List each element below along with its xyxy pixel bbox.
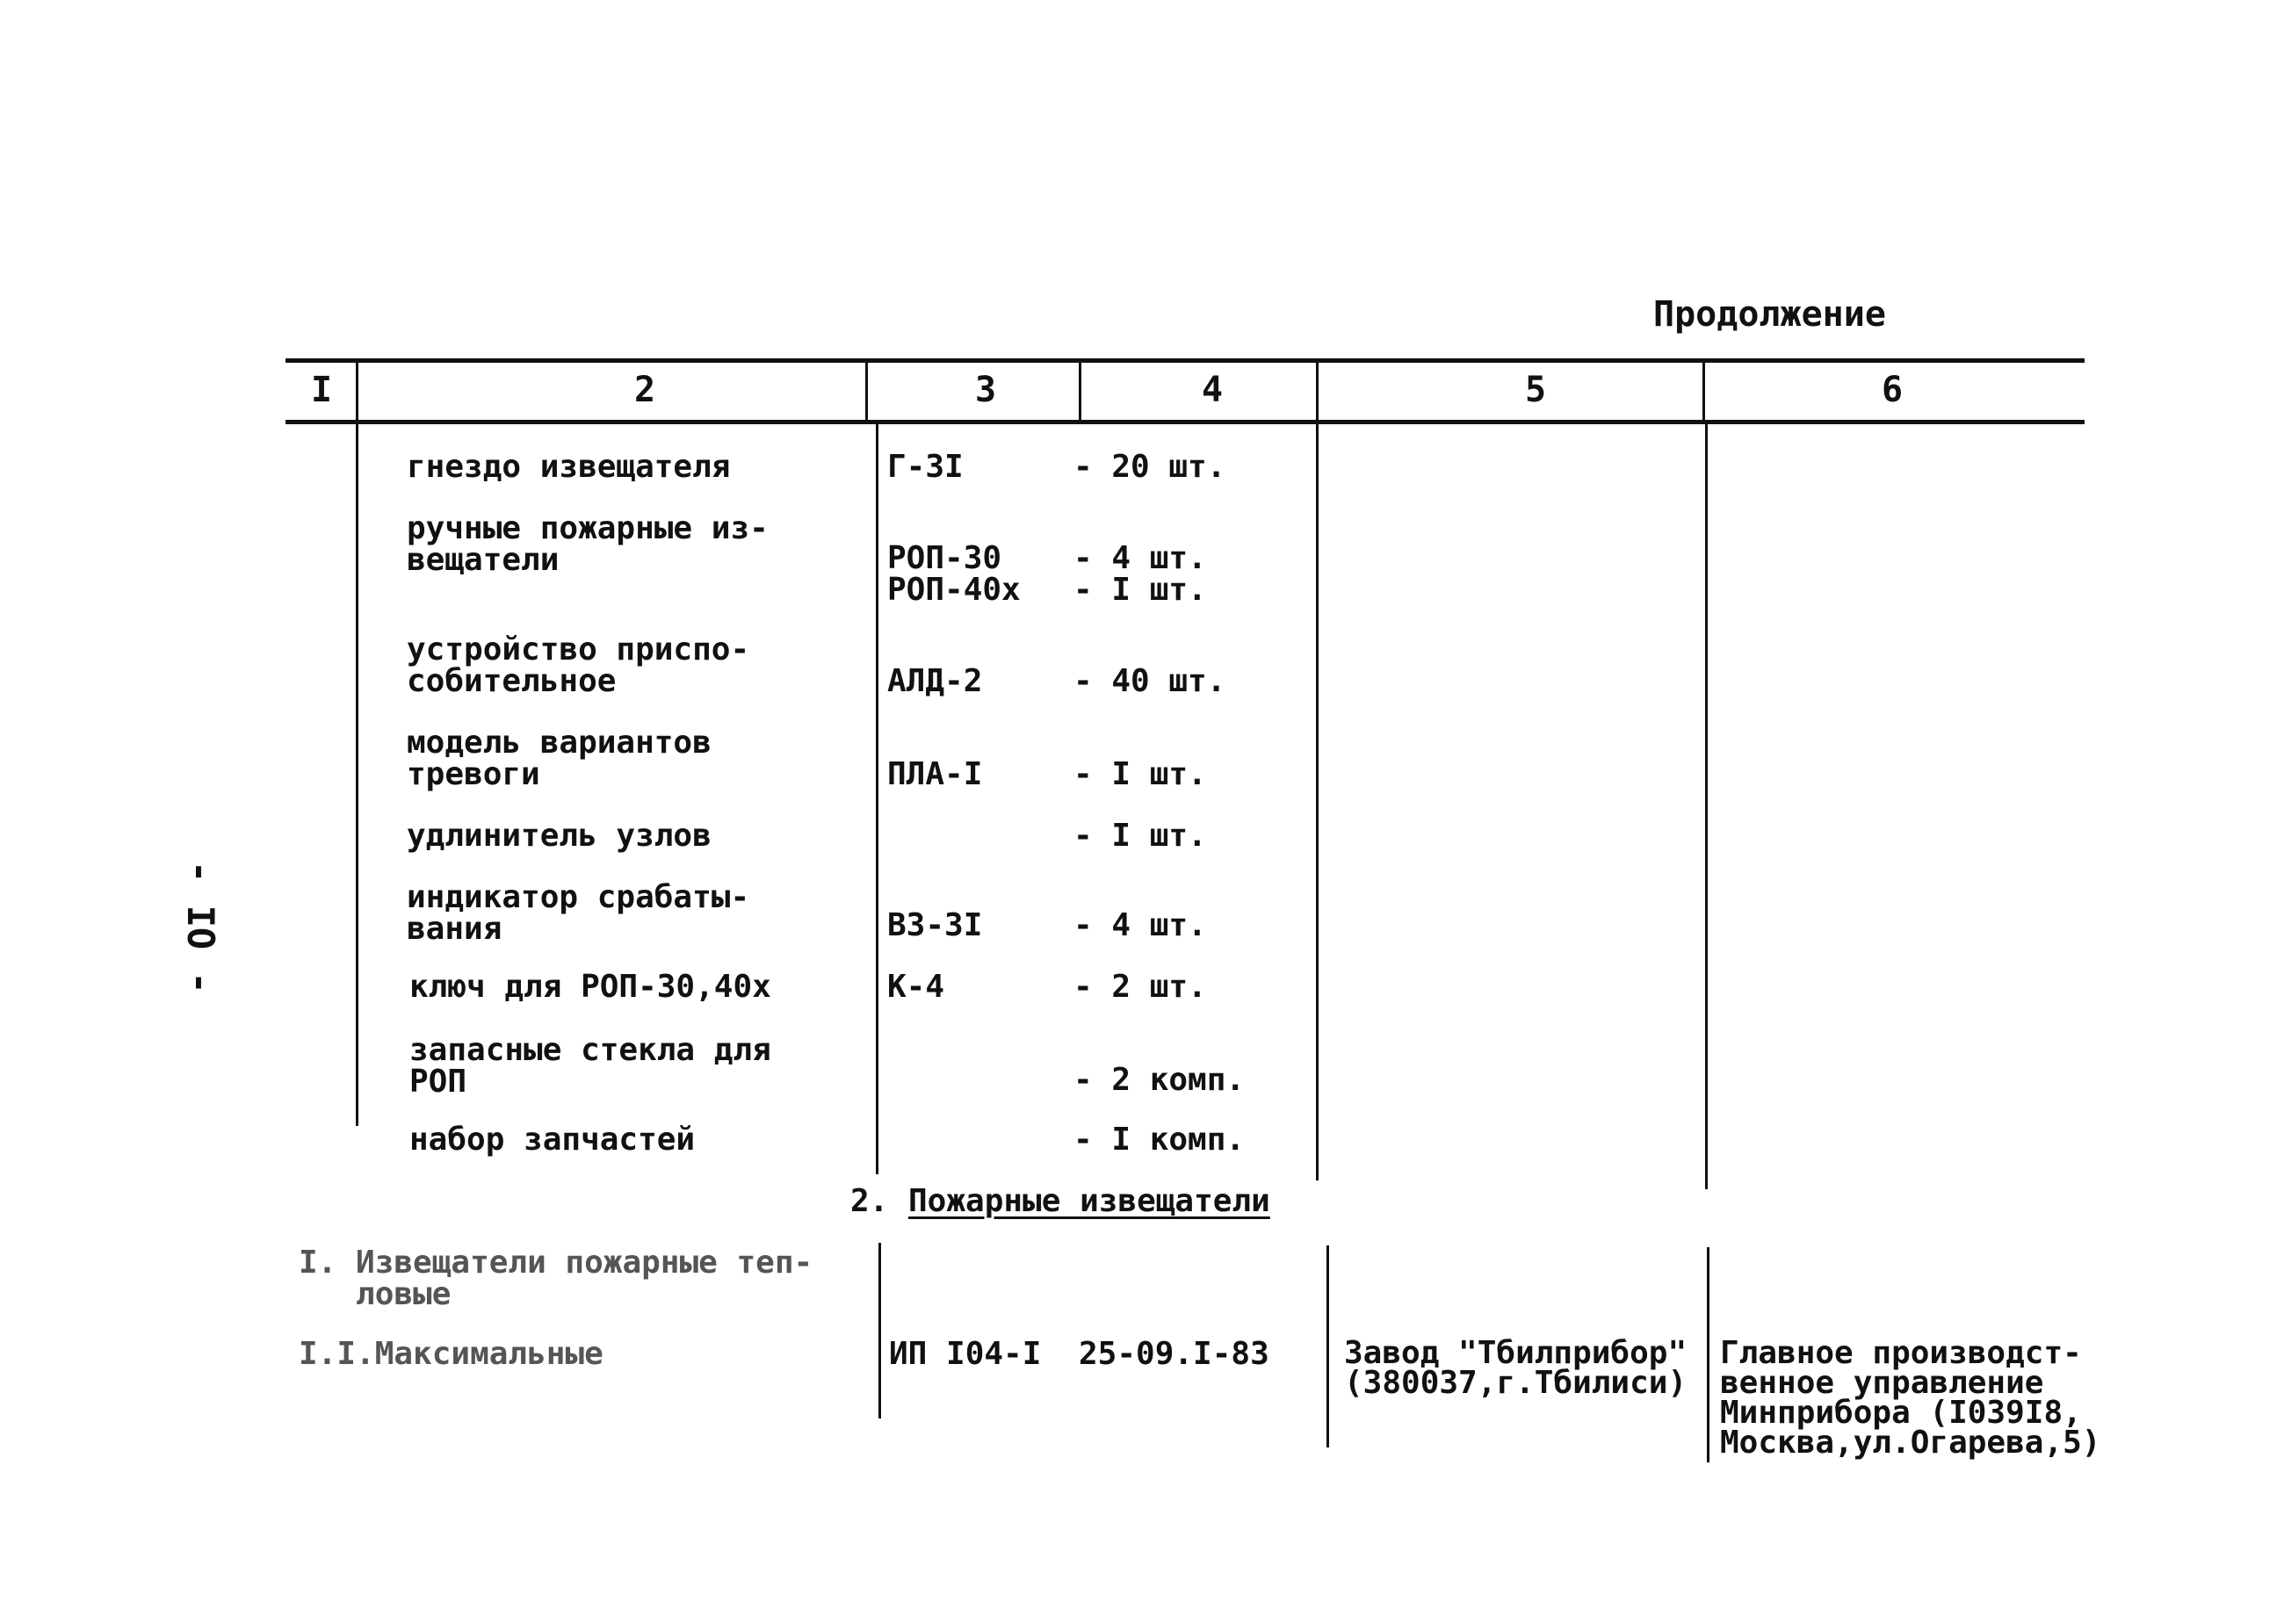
column-header-5: 5 [1525,370,1547,410]
column-divider [1326,1245,1329,1447]
header-separator [1316,362,1319,422]
item-type: ВЗ-3I [887,907,983,943]
item-name: набор запчастей [409,1122,696,1158]
continuation-label: Продолжение [1653,294,1886,335]
item-name: запасные стекла для РОП [409,1032,771,1100]
column-divider [878,1243,881,1418]
item-name: индикатор срабаты- вания [407,879,750,947]
item-name: устройство приспо- собительное [407,632,750,699]
item-qty: - I комп. [1073,1122,1246,1158]
column-divider [1705,423,1708,1189]
item-name: удлинитель узлов [407,818,712,854]
column-divider [876,423,878,1174]
header-separator [1702,362,1705,422]
item-type: ПЛА-I [887,756,983,792]
header-separator [865,362,868,422]
column-header-4: 4 [1202,370,1224,410]
item-type: Г-3I [887,449,964,485]
item-qty: - 2 шт. [1073,969,1207,1005]
detector-standard: 25-09.I-83 [1079,1336,1269,1372]
item-qty: - 20 шт. [1073,449,1226,485]
item-type: АЛД-2 [887,663,983,699]
item-name: гнездо извещателя [407,449,731,485]
column-header-1: I [311,370,333,410]
header-separator [356,362,358,422]
column-header-2: 2 [634,370,656,410]
item-qty: - 4 шт. - I шт. [1073,540,1207,608]
subsection-heading: I.I.Максимальные [299,1336,603,1372]
item-qty: - 40 шт. [1073,663,1226,699]
item-qty: - I шт. [1073,756,1207,792]
subsection-heading: I. Извещатели пожарные теп- ловые [299,1245,813,1312]
detector-type: ИП I04-I [889,1336,1042,1372]
section-title: Пожарные извещатели [908,1183,1270,1219]
item-qty: - 4 шт. [1073,907,1207,943]
item-name: ключ для РОП-30,40х [409,969,771,1005]
column-divider [1316,423,1319,1180]
header-bottom-rule [285,420,2085,424]
detector-manufacturer: Завод "Тбилприбор" (380037,г.Тбилиси) [1344,1335,1688,1401]
item-type: К-4 [887,969,945,1005]
column-header-6: 6 [1882,370,1904,410]
column-divider [1707,1247,1709,1462]
item-name: ручные пожарные из- вещатели [407,510,769,578]
header-separator [1079,362,1081,422]
item-qty: - I шт. [1073,818,1207,854]
column-divider [356,423,358,1126]
page-number: - IO - [179,861,222,994]
item-name: модель вариантов тревоги [407,725,712,792]
header-top-rule [285,358,2085,363]
item-qty: - 2 комп. [1073,1062,1246,1098]
column-header-3: 3 [975,370,997,410]
detector-authority: Главное производст- венное управление Минприбора (I039I8, Москва,ул.Огарева,5) [1720,1335,2101,1461]
item-type: РОП-30 РОП-40х [887,540,1021,608]
section-number: 2. [850,1183,889,1219]
